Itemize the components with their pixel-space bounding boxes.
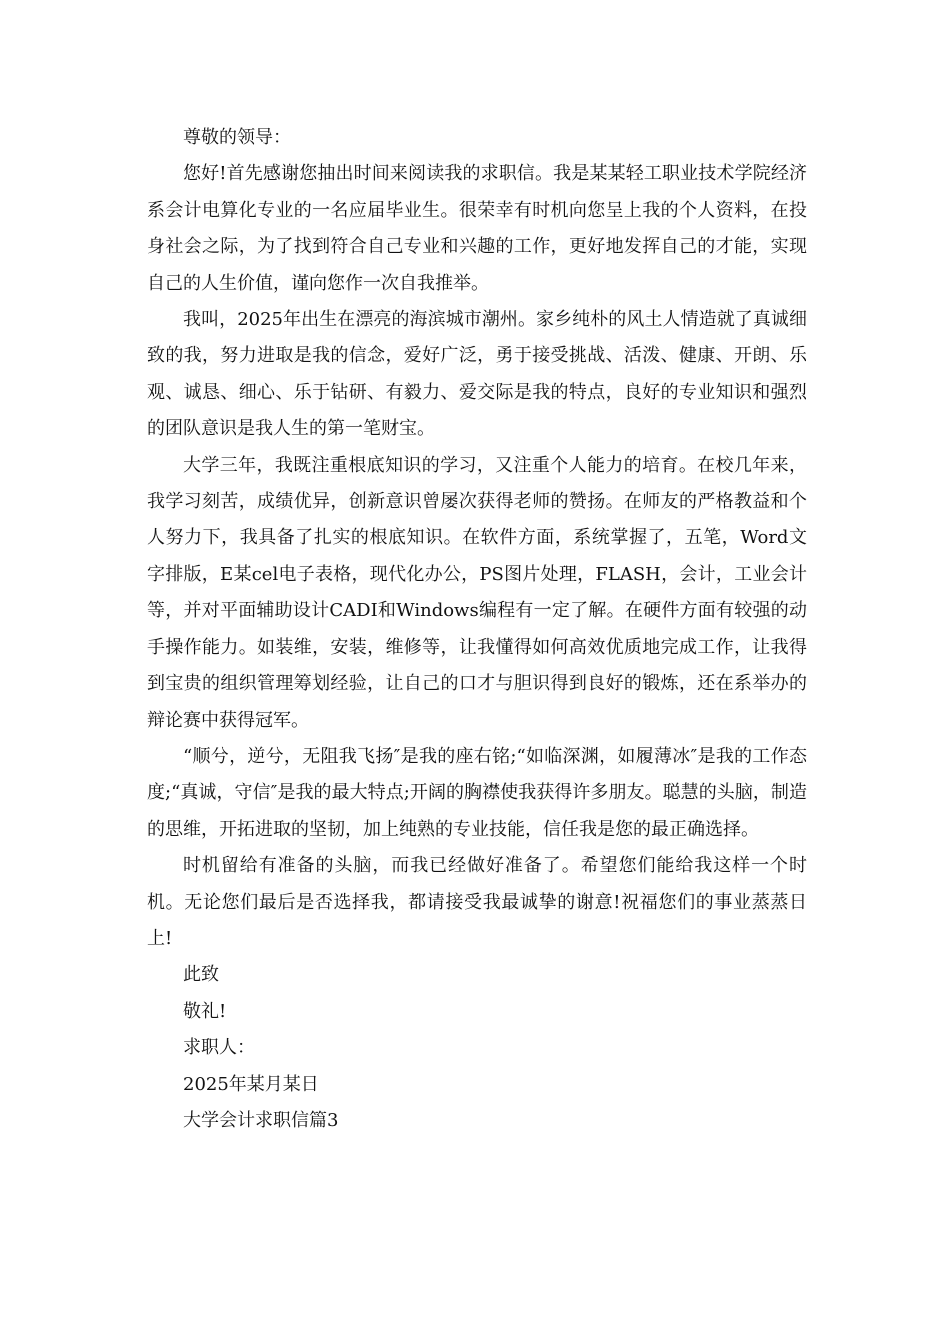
closing-line-1: 此致 [183,964,219,986]
letter-date: 2025年某月某日 [183,1073,319,1095]
salutation: 尊敬的领导： [183,127,291,148]
paragraph-personal-background: 我叫，2025年出生在漂亮的海滨城市潮州。家乡纯朴的风土人情造就了真诚细致的我，努力进取是我的信念，爱好广泛，勇于接受挑战、活泼、健康、开朗、乐观、诚恳、细心、乐于钻研、有毅力、爱交际是我的特点，良好的专业知识和强烈的团队意识是我人生的第一笔财宝。 [147,309,807,440]
closing-line-2: 敬礼! [183,1000,227,1022]
paragraph-motto: “顺兮，逆兮，无阻我飞扬″是我的座右铭;“如临深渊，如履薄冰″是我的工作态度;“真诚，守信″是我的最大特点;开阔的胸襟使我获得许多朋友。聪慧的头脑，制造的思维，开拓进取的坚韧，加上纯熟的专业技能，信任我是您的最正确选择。 [147,745,807,840]
next-section-heading: 大学会计求职信篇3 [183,1109,339,1131]
paragraph-education-skills: 大学三年，我既注重根底知识的学习，又注重个人能力的培育。在校几年来，我学习刻苦，成绩优异，创新意识曾屡次获得老师的赞扬。在师友的严格教益和个人努力下，我具备了扎实的根底知识。在软件方面，系统掌握了，五笔，Word文字排版，E某cel电子表格，现代化办公，PS图片处理，FLASH，会计，工业会计等，并对平面辅助设计CADI和Windows编程有一定了解。在硬件方面有较强的动手操作能力。如装维，安装，维修等，让我懂得如何高效优质地完成工作，让我得到宝贵的组织管理筹划经验，让自己的口才与胆识得到良好的锻炼，还在系举办的辩论赛中获得冠军。 [147,454,807,731]
letter-page [147,120,807,1139]
signer-label: 求职人： [183,1037,255,1059]
paragraph-introduction: 您好!首先感谢您抽出时间来阅读我的求职信。我是某某轻工职业技术学院经济系会计电算化专业的一名应届毕业生。很荣幸有时机向您呈上我的个人资料，在投身社会之际，为了找到符合自己专业和兴趣的工作，更好地发挥自己的才能，实现自己的人生价值，谨向您作一次自我推举。 [147,163,807,294]
paragraph-conclusion: 时机留给有准备的头脑，而我已经做好准备了。希望您们能给我这样一个时机。无论您们最后是否选择我，都请接受我最诚挚的谢意!祝福您们的事业蒸蒸日上! [147,855,807,949]
